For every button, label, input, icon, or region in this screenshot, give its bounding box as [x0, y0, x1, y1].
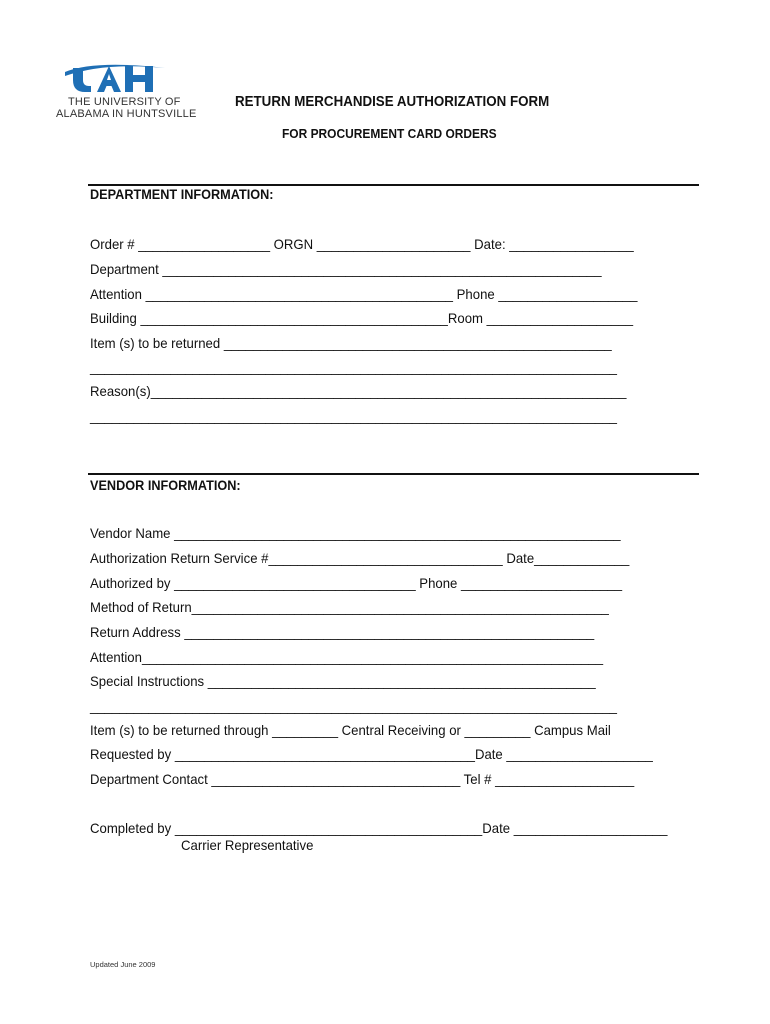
department-heading: DEPARTMENT INFORMATION: — [90, 187, 274, 202]
return-address-field[interactable]: Return Address ________________________________________________________ — [90, 624, 595, 640]
uah-logo-mark — [65, 65, 165, 92]
carrier-representative-label: Carrier Representative — [181, 837, 314, 853]
building-room-field[interactable]: Building __________________________________________Room ____________________ — [90, 310, 634, 326]
vendor-name-field[interactable]: Vendor Name _____________________________________________________________ — [90, 525, 621, 541]
special-instructions-field[interactable]: Special Instructions _____________________________________________________ — [90, 673, 596, 689]
form-title: RETURN MERCHANDISE AUTHORIZATION FORM — [235, 94, 550, 110]
returned-through-field[interactable]: Item (s) to be returned through _________ Central Receiving or _________ Campus Mail — [90, 722, 611, 738]
section-divider — [88, 184, 699, 186]
logo-text-line2: ALABAMA IN HUNTSVILLE — [56, 108, 197, 120]
section-divider — [88, 473, 699, 475]
items-returned-field[interactable]: Item (s) to be returned _____________________________________________________ — [90, 335, 612, 351]
updated-date-note: Updated June 2009 — [90, 960, 156, 969]
special-instructions-continuation[interactable]: ________________________________________________________________________ — [90, 698, 617, 714]
auth-return-service-field[interactable]: Authorization Return Service #________________________________ Date_____________ — [90, 550, 630, 566]
department-field[interactable]: Department ____________________________________________________________ — [90, 261, 602, 277]
items-returned-continuation[interactable]: ________________________________________________________________________ — [90, 359, 617, 375]
reasons-continuation[interactable]: ________________________________________________________________________ — [90, 408, 617, 424]
authorized-by-phone-field[interactable]: Authorized by _________________________________ Phone ______________________ — [90, 575, 623, 591]
form-subtitle: FOR PROCUREMENT CARD ORDERS — [282, 126, 497, 141]
vendor-heading: VENDOR INFORMATION: — [90, 478, 241, 493]
reasons-field[interactable]: Reason(s)_________________________________________________________________ — [90, 383, 627, 399]
logo-text-line1: THE UNIVERSITY OF — [68, 96, 181, 108]
order-orgn-date-field[interactable]: Order # __________________ ORGN _____________________ Date: _________________ — [90, 236, 634, 252]
method-of-return-field[interactable]: Method of Return_________________________________________________________ — [90, 599, 609, 615]
department-contact-tel-field[interactable]: Department Contact __________________________________ Tel # ___________________ — [90, 771, 635, 787]
attention-phone-field[interactable]: Attention __________________________________________ Phone ___________________ — [90, 286, 638, 302]
completed-by-date-field[interactable]: Completed by __________________________________________Date _____________________ — [90, 820, 668, 836]
requested-by-date-field[interactable]: Requested by _________________________________________Date ____________________ — [90, 746, 653, 762]
vendor-attention-field[interactable]: Attention_______________________________________________________________ — [90, 649, 604, 665]
